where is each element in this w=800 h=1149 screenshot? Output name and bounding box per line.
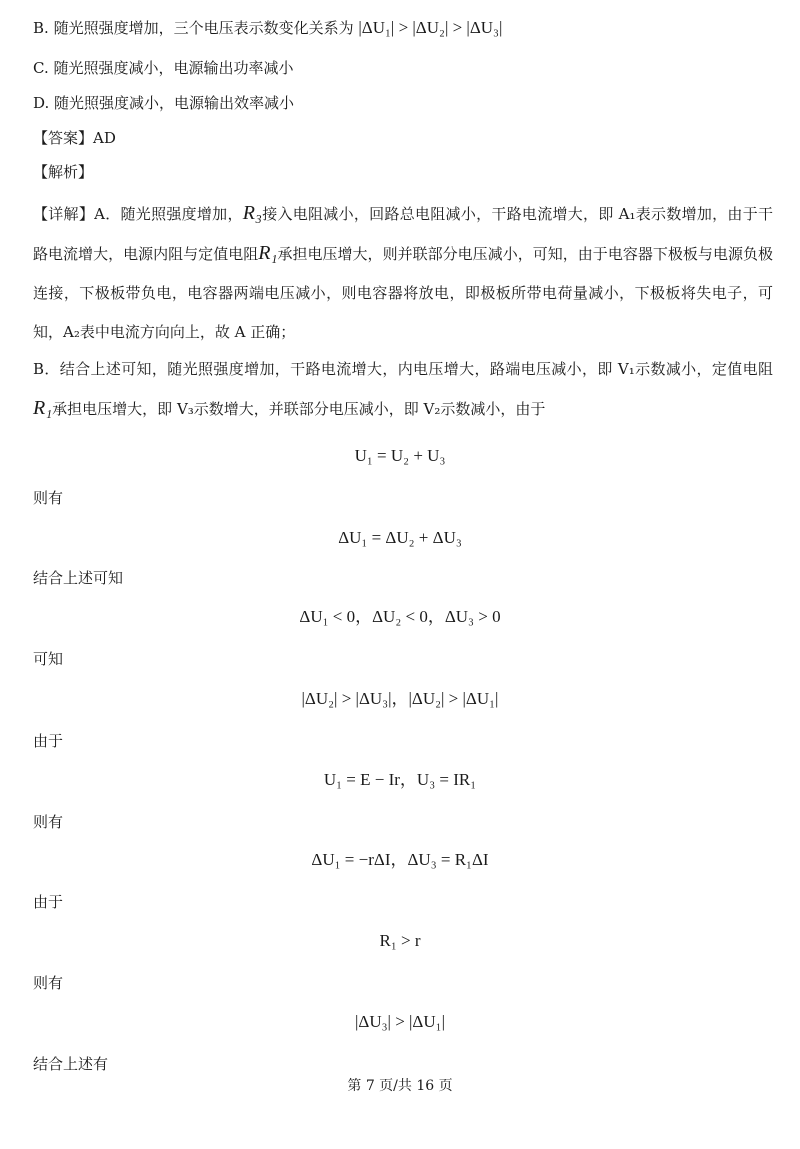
option-b [33, 18, 770, 38]
answer-value: AD [93, 129, 116, 147]
option-b-label: B. [33, 19, 49, 37]
equation-delta-u1-sum: ΔU₁ = ΔU₂ + ΔU₃ [338, 528, 462, 547]
analysis-line [33, 162, 770, 182]
detail-p2-a: B．结合上述可知，随光照强度增加，干路电流增大，内电压增大，路端电压减小，即 V₁示数减小，定值电阻 [33, 360, 773, 378]
option-d-text: 随光照强度减小，电源输出效率减小 [54, 94, 295, 112]
symbol-r3: R₃ [242, 202, 262, 224]
step-text: 则有 [33, 489, 64, 507]
detail-p1-a: A．随光照强度增加， [94, 205, 243, 223]
equation-abs-compare: |ΔU₂| > |ΔU₃|，|ΔU₂| > |ΔU₁| [301, 689, 499, 708]
answer-line [33, 128, 770, 148]
step-text: 结合上述有 [33, 1055, 109, 1073]
equation-delta-u: ΔU₁ = −rΔI，ΔU₃ = R₁ΔI [311, 850, 489, 869]
equation-r1-gt-r: R₁ > r [379, 931, 421, 950]
detail-p1-b: 接入电阻减小，回路总电阻减小，干路电流增大，即 A₁表示数增加，由于干路电流增大，电源内阻与定值电阻 [33, 205, 773, 263]
step-text: 则有 [33, 813, 64, 831]
option-c [33, 58, 770, 78]
page-footer: 第 7 页/共 16 页 [347, 1078, 453, 1094]
step-text: 可知 [33, 650, 64, 668]
equation-signs: ΔU₁ < 0，ΔU₂ < 0，ΔU₃ > 0 [299, 607, 501, 626]
detail-tag: 【详解】 [33, 205, 95, 223]
option-b-formula: |ΔU₁| > |ΔU₂| > |ΔU₃| [358, 18, 503, 37]
detail-p2-b: 承担电压增大，即 V₃示数增大，并联部分电压减小，即 V₂示数减小，由于 [52, 400, 546, 418]
detail-paragraph-a [33, 194, 773, 352]
step-text: 结合上述可知 [33, 569, 124, 587]
step-text: 由于 [33, 893, 64, 911]
detail-p1-c: 承担电压增大，则并联部分电压减小，可知，由于电容器下极板与电源负极连接，下极板带负电，电容器两端电压减小，则电容器将放电，即极板所带电荷量减小，下极板将失电子，可知，A₂表中电流方向向上，故 A 正确； [33, 245, 773, 341]
equation-u1-sum: U₁ = U₂ + U₃ [354, 446, 446, 465]
option-b-text: 随光照强度增加，三个电压表示数变化关系为 [53, 19, 354, 37]
detail-paragraph-b [33, 350, 773, 429]
symbol-r1-b: R₁ [33, 397, 53, 419]
step-text: 则有 [33, 974, 64, 992]
option-d [33, 93, 770, 113]
equation-final: |ΔU₃| > |ΔU₁| [355, 1012, 445, 1031]
option-c-text: 随光照强度减小，电源输出功率减小 [53, 59, 294, 77]
analysis-tag: 【解析】 [33, 163, 94, 181]
equation-u1-u3: U₁ = E − Ir，U₃ = IR₁ [323, 770, 477, 789]
option-d-label: D. [33, 94, 50, 112]
symbol-r1: R₁ [258, 242, 278, 264]
step-text: 由于 [33, 732, 64, 750]
answer-tag: 【答案】 [33, 129, 94, 147]
option-c-label: C. [33, 59, 49, 77]
